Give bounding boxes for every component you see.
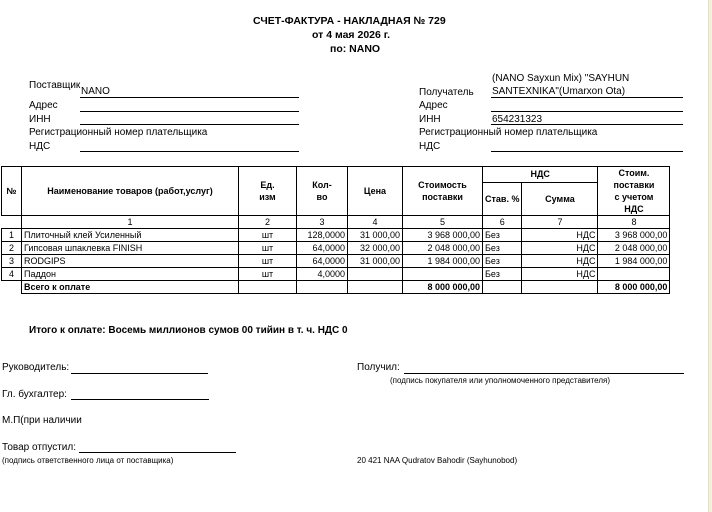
row-vat-sum: НДС	[522, 268, 598, 281]
recipient-address-label: Адрес	[419, 100, 448, 111]
accountant-signature-line	[71, 399, 209, 400]
table-row	[2, 229, 670, 242]
recipient-line	[491, 97, 683, 98]
row-unit: шт	[239, 255, 297, 268]
table-row	[2, 255, 670, 268]
row-vat-rate: Без	[483, 242, 522, 255]
issued-signature-line	[79, 452, 236, 453]
row-cost: 2 048 000,00	[403, 242, 483, 255]
row-price	[348, 268, 403, 281]
recipient-nds-label: НДС	[419, 141, 441, 152]
recipient-label: Получатель	[419, 87, 474, 98]
supplier-line	[80, 97, 299, 98]
total-sum: 8 000 000,00	[598, 281, 670, 294]
row-name: Паддон	[22, 268, 239, 281]
director-label: Руководитель:	[2, 362, 70, 373]
col-header-unit: Ед. изм	[239, 167, 297, 216]
row-price: 31 000,00	[348, 229, 403, 242]
items-table	[1, 166, 670, 294]
recipient-address-line	[491, 111, 683, 112]
row-vat-sum: НДС	[522, 242, 598, 255]
received-signature-line	[404, 373, 684, 374]
col-number: 2	[239, 216, 297, 229]
col-header-vat: НДС	[483, 167, 598, 183]
stamp-label: М.П(при наличии	[2, 415, 82, 426]
total-cost: 8 000 000,00	[403, 281, 483, 294]
row-qty: 64,0000	[297, 255, 348, 268]
row-num: 1	[2, 229, 22, 242]
col-header-num: №	[2, 167, 22, 216]
col-header-total: Стоим. поставки с учетом НДС	[598, 167, 670, 216]
table-row	[2, 242, 670, 255]
col-number: 4	[348, 216, 403, 229]
row-price: 32 000,00	[348, 242, 403, 255]
col-number: 1	[22, 216, 239, 229]
table-header-row	[2, 167, 670, 183]
accountant-label: Гл. бухгалтер:	[2, 389, 67, 400]
issued-label: Товар отпустил:	[2, 442, 76, 453]
col-number: 6	[483, 216, 522, 229]
amount-in-words: Итого к оплате: Восемь миллионов сумов 00 тийин в т. ч. НДС 0	[29, 325, 348, 336]
document-title: СЧЕТ-ФАКТУРА - НАКЛАДНАЯ № 729	[253, 15, 446, 27]
row-qty: 128,0000	[297, 229, 348, 242]
row-name: RODGIPS	[22, 255, 239, 268]
row-name: Гипсовая шпаклевка FINISH	[22, 242, 239, 255]
row-cost	[403, 268, 483, 281]
scrollbar-track[interactable]	[708, 0, 712, 512]
received-label: Получил:	[357, 362, 400, 373]
col-number: 5	[403, 216, 483, 229]
supplier-reg-label: Регистрационный номер плательщика	[29, 127, 208, 138]
row-total: 2 048 000,00	[598, 242, 670, 255]
row-qty: 4,0000	[297, 268, 348, 281]
table-row	[2, 268, 670, 281]
row-price: 31 000,00	[348, 255, 403, 268]
row-vat-rate: Без	[483, 255, 522, 268]
supplier-address-line	[80, 111, 299, 112]
recipient-value-line2: SANTEXNIKA"(Umarxon Ota)	[492, 86, 626, 97]
recipient-inn-label: ИНН	[419, 114, 441, 125]
table-total-row	[2, 281, 670, 294]
column-number-row	[2, 216, 670, 229]
row-unit: шт	[239, 229, 297, 242]
col-number: 8	[598, 216, 670, 229]
supplier-inn-label: ИНН	[29, 114, 51, 125]
col-header-qty: Кол- во	[297, 167, 348, 216]
col-header-price: Цена	[348, 167, 403, 216]
row-cost: 1 984 000,00	[403, 255, 483, 268]
row-num: 4	[2, 268, 22, 281]
footer-note: 20 421 NAA Qudratov Bahodir (Sayhunobod)	[357, 456, 518, 465]
row-unit: шт	[239, 242, 297, 255]
document-date: от 4 мая 2026 г.	[312, 29, 390, 41]
recipient-reg-label: Регистрационный номер плательщика	[419, 127, 598, 138]
col-number: 7	[522, 216, 598, 229]
col-header-vat-sum: Сумма	[522, 182, 598, 215]
row-vat-rate: Без	[483, 229, 522, 242]
supplier-nds-line	[80, 151, 299, 152]
received-caption: (подпись покупателя или уполномоченного представителя)	[390, 376, 611, 385]
total-label: Всего к оплате	[22, 281, 239, 294]
document-basis: по: NANO	[330, 43, 381, 55]
row-total	[598, 268, 670, 281]
supplier-value: NANO	[81, 86, 110, 97]
row-num: 3	[2, 255, 22, 268]
col-header-vat-rate: Став. %	[483, 182, 522, 215]
row-total: 3 968 000,00	[598, 229, 670, 242]
row-total: 1 984 000,00	[598, 255, 670, 268]
director-signature-line	[71, 373, 208, 374]
supplier-address-label: Адрес	[29, 100, 58, 111]
row-vat-rate: Без	[483, 268, 522, 281]
col-header-cost: Стоимость поставки	[403, 167, 483, 216]
row-cost: 3 968 000,00	[403, 229, 483, 242]
row-qty: 64,0000	[297, 242, 348, 255]
issued-caption: (подпись ответственного лица от поставщика)	[2, 456, 174, 465]
supplier-inn-line	[80, 124, 299, 125]
row-vat-sum: НДС	[522, 229, 598, 242]
recipient-nds-line	[491, 151, 683, 152]
supplier-nds-label: НДС	[29, 141, 51, 152]
row-name: Плиточный клей Усиленный	[22, 229, 239, 242]
row-vat-sum: НДС	[522, 255, 598, 268]
col-number: 3	[297, 216, 348, 229]
col-header-name: Наименование товаров (работ,услуг)	[22, 167, 239, 216]
recipient-inn-line	[491, 124, 683, 125]
recipient-inn-value: 654231323	[492, 114, 543, 125]
row-unit: шт	[239, 268, 297, 281]
row-num: 2	[2, 242, 22, 255]
recipient-value-line1: (NANO Sayxun Mix) "SAYHUN	[492, 73, 630, 84]
supplier-label: Поставщик	[29, 80, 81, 91]
